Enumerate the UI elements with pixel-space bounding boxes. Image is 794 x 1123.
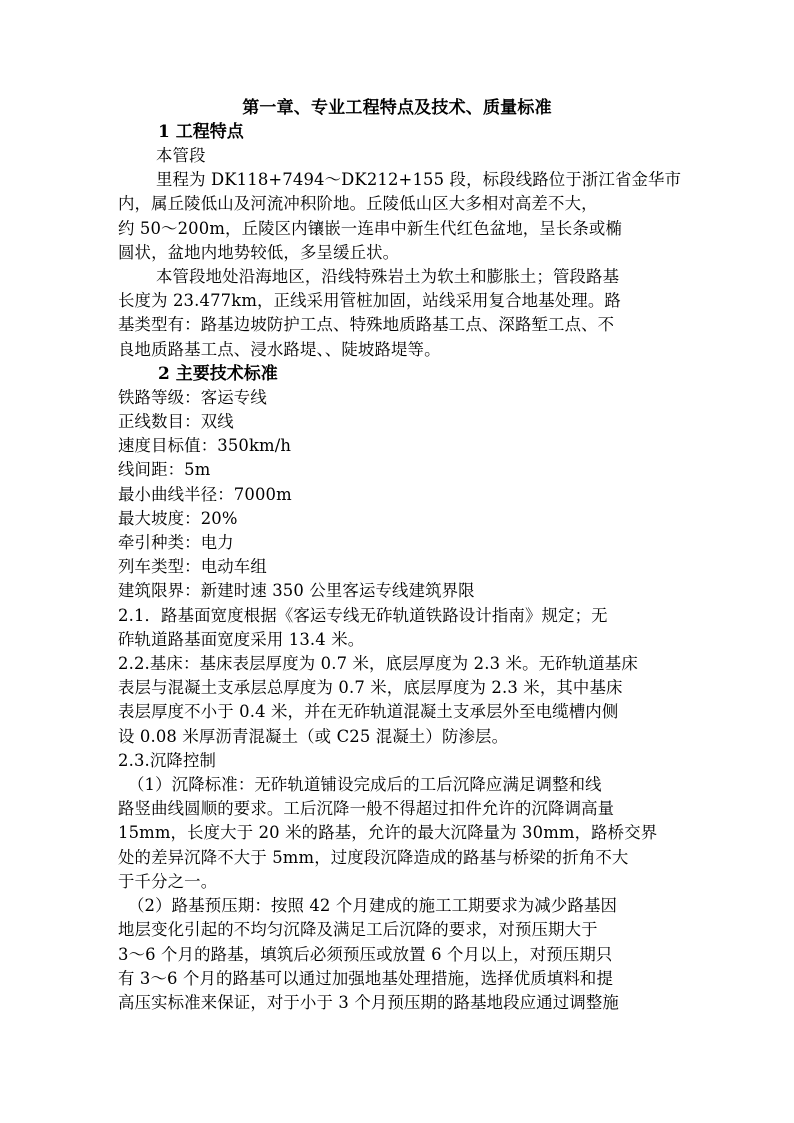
paragraph-line: 良地质路基工点、浸水路堤、、陡坡路堤等。 [118,339,441,359]
subsection-heading-settlement-control: 2.3.沉降控制 [118,750,217,770]
paragraph-line: 约 50～200m，丘陵区内镶嵌一连串中新生代红色盆地，呈长条或椭 [118,218,622,238]
paragraph-line: 有 3～6 个月的路基可以通过加强地基处理措施，选择优质填料和提 [118,968,614,988]
paragraph-line: （1）沉降标准：无砟轨道铺设完成后的工后沉降应满足调整和线 [128,775,602,795]
paragraph-line: 于千分之一。 [118,871,218,891]
paragraph-line: 内，属丘陵低山及河流冲积阶地。丘陵低山区大多相对高差不大， [118,194,598,214]
standard-item: 最小曲线半径：7000m [118,484,292,504]
paragraph-line: 砟轨道路基面宽度采用 13.4 米。 [118,629,365,649]
paragraph-line: 处的差异沉降不大于 5mm，过度段沉降造成的路基与桥梁的折角不大 [118,847,629,867]
paragraph-line: 里程为 DK118+7494～DK212+155 段，标段线路位于浙江省金华市 [156,170,682,190]
paragraph-line: 本管段 [156,146,206,165]
standard-item: 铁路等级：客运专线 [118,387,267,407]
paragraph-line: 15mm，长度大于 20 米的路基，允许的最大沉降量为 30mm，路桥交界 [118,823,658,843]
paragraph-line: 设 0.08 米厚沥青混凝土（或 C25 混凝土）防渗层。 [118,726,509,746]
standard-item: 速度目标值：350km/h [118,436,292,456]
paragraph-line: 3～6 个月的路基，填筑后必须预压或放置 6 个月以上，对预压期只 [118,944,613,964]
standard-item: 正线数目：双线 [118,412,234,432]
paragraph-line: 高压实标准来保证，对于小于 3 个月预压期的路基地段应通过调整施 [118,992,619,1012]
paragraph-line: 2.2.基床：基床表层厚度为 0.7 米，底层厚度为 2.3 米。无砟轨道基床 [118,654,638,674]
paragraph-line: 表层与混凝土支承层总厚度为 0.7 米，底层厚度为 2.3 米，其中基床 [118,678,623,698]
paragraph-line: 基类型有：路基边坡防护工点、特殊地质路基工点、深路堑工点、不 [118,315,615,335]
chapter-title: 第一章、专业工程特点及技术、质量标准 [242,98,552,118]
paragraph-line: 地层变化引起的不均匀沉降及满足工后沉降的要求，对预压期大于 [118,920,598,940]
document-page [118,96,682,1015]
paragraph-line: （2）路基预压期：按照 42 个月建成的施工工期要求为减少路基因 [128,896,618,916]
paragraph-line: 2.1．路基面宽度根据《客运专线无砟轨道铁路设计指南》规定；无 [118,605,608,625]
paragraph-line: 本管段地处沿海地区，沿线特殊岩土为软土和膨胀土；管段路基 [156,267,620,287]
standard-item: 线间距：5m [118,460,211,480]
paragraph-line: 圆状，盆地内地势较低，多呈缓丘状。 [118,242,400,262]
standard-item: 牵引种类：电力 [118,533,234,553]
standard-item: 建筑限界：新建时速 350 公里客运专线建筑界限 [118,581,475,601]
section-heading-technical-standards: 2 主要技术标准 [158,363,278,384]
standard-item: 列车类型：电动车组 [118,557,267,577]
paragraph-line: 长度为 23.477km，正线采用管桩加固，站线采用复合地基处理。路 [118,291,621,311]
standard-item: 最大坡度：20% [118,508,238,528]
section-heading-engineering-features: 1 工程特点 [158,122,244,142]
paragraph-line: 表层厚度不小于 0.4 米，并在无砟轨道混凝土支承层外至电缆槽内侧 [118,702,619,722]
paragraph-line: 路竖曲线圆顺的要求。工后沉降一般不得超过扣件允许的沉降调高量 [118,799,615,819]
